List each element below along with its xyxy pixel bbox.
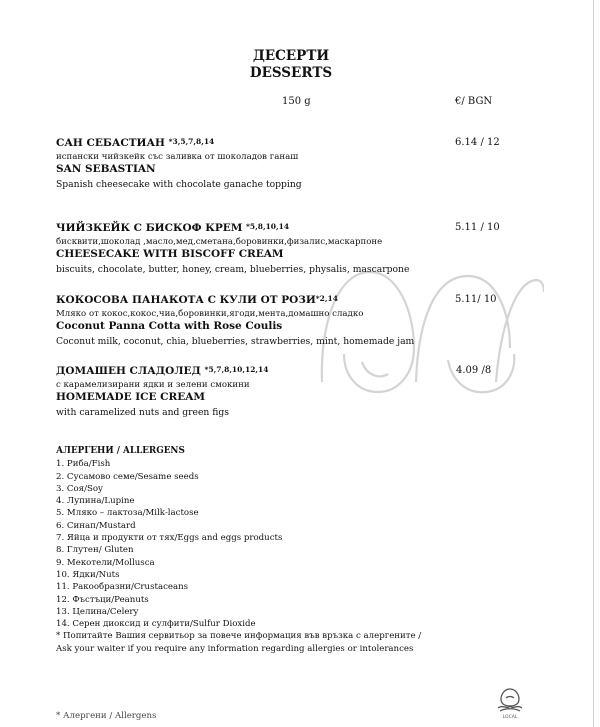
allergen-item: 3. Соя/Soy	[56, 483, 103, 494]
item-description-bg: Мляко от кокос,кокос,чиа,боровинки,ягоди,мента,домашно сладко	[56, 309, 364, 319]
allergen-item: 6. Синап/Mustard	[56, 520, 136, 531]
item-allergens: *5,7,8,10,12,14	[204, 365, 269, 374]
allergen-section	[56, 445, 421, 655]
item-name-en: Coconut Panna Cotta with Rose Coulis	[56, 320, 283, 332]
item-description-bg: с карамелизирани ядки и зелени смокини	[56, 380, 250, 390]
item-price: 6.14 / 12	[455, 137, 500, 148]
item-price: 5.11/ 10	[455, 294, 497, 305]
allergen-item: 12. Фъстъци/Peanuts	[56, 594, 149, 605]
item-price: 5.11 / 10	[455, 222, 500, 233]
allergen-item: 9. Мекотели/Mollusca	[56, 557, 155, 568]
item-allergens: *2,14	[315, 294, 338, 303]
item-name-bg: КОКОСОВА ПАНАКОТА С КУЛИ ОТ РОЗИ*2,14	[56, 294, 338, 306]
allergen-item: 5. Мляко – лактоза/Milk-lactose	[56, 508, 199, 519]
brand-logo-icon	[495, 686, 525, 720]
allergen-item: 7. Яйца и продукти от тях/Eggs and eggs products	[56, 533, 283, 544]
item-price: 4.09 /8	[456, 365, 492, 376]
allergen-heading: АЛЕРГЕНИ / ALLERGENS	[56, 446, 185, 456]
item-name-en: CHEESECAKE WITH BISCOFF CREAM	[56, 248, 284, 260]
allergen-item: 11. Ракообразни/Crustaceans	[56, 582, 189, 593]
allergen-item: 1. Риба/Fish	[56, 459, 111, 470]
item-name-bg: ДОМАШЕН СЛАДОЛЕД *5,7,8,10,12,14	[56, 365, 269, 377]
item-description-en: Coconut milk, coconut, chia, blueberries, strawberries, mint, homemade jam	[56, 336, 415, 347]
item-name-en: HOMEMADE ICE CREAM	[56, 391, 206, 403]
portion-heading: 150 g	[282, 96, 311, 107]
page-title-en: DESSERTS	[249, 65, 333, 81]
allergen-item: 10. Ядки/Nuts	[56, 569, 120, 580]
allergen-item: 14. Серен диоксид и сулфити/Sulfur Dioxide	[56, 619, 256, 630]
allergen-item: 8. Глутен/ Gluten	[56, 545, 134, 556]
item-name-bg: ЧИЙЗКЕЙК С БИСКОФ КРЕМ *5,8,10,14	[56, 222, 290, 234]
allergen-item: 2. Сусамово семе/Sesame seeds	[56, 471, 199, 482]
allergen-note-bg: * Попитайте Вашия сервитьор за повече информация във връзка с алергените /	[56, 631, 422, 642]
item-description-bg: бисквити,шоколад ,масло,мед,сметана,боровинки,физалис,маскарпоне	[56, 237, 383, 247]
allergen-item: 13. Целина/Celery	[56, 606, 139, 617]
item-allergens: *3,5,7,8,14	[168, 137, 215, 146]
page-edge	[593, 0, 594, 727]
allergen-note-en: Ask your waiter if you require any information regarding allergies or intolerances	[56, 643, 414, 654]
item-name-en: SAN SEBASTIAN	[56, 163, 156, 175]
item-name-bg: САН СЕБАСТИАН *3,5,7,8,14	[56, 137, 215, 149]
item-description-en: with caramelized nuts and green figs	[56, 407, 229, 418]
item-description-bg: испански чийзкейк със заливка от шоколадов ганаш	[56, 152, 299, 162]
allergen-item: 4. Лупина/Lupine	[56, 496, 135, 507]
item-description-en: biscuits, chocolate, butter, honey, cream, blueberries, physalis, mascarpone	[56, 264, 410, 275]
page-title-bg: ДЕСЕРТИ	[252, 48, 330, 64]
item-description-en: Spanish cheesecake with chocolate ganache topping	[56, 179, 302, 190]
svg-text:LOCAL: LOCAL	[502, 715, 518, 720]
footer-allergens-note: * Алергени / Allergens	[56, 711, 157, 721]
price-heading: €/ BGN	[455, 96, 493, 107]
item-allergens: *5,8,10,14	[246, 222, 290, 231]
